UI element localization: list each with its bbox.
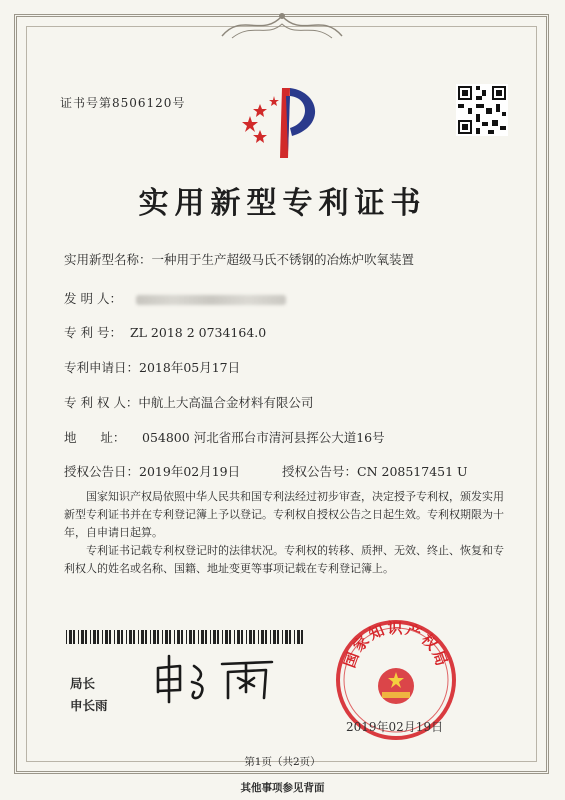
ornament-icon bbox=[212, 8, 352, 42]
grant-date: 2019年02月19日 bbox=[139, 464, 241, 479]
filing-date-row bbox=[64, 358, 240, 376]
certificate-number: 证书号第8506120号 bbox=[60, 96, 186, 110]
inventor-redacted bbox=[136, 295, 286, 305]
filing-date-label: 专利申请日： bbox=[64, 360, 140, 375]
filing-date: 2018年05月17日 bbox=[139, 360, 241, 375]
grant-number: CN 208517451 U bbox=[357, 464, 468, 479]
utility-model-name-row bbox=[64, 250, 414, 268]
signatory-title: 局长 bbox=[70, 676, 96, 691]
cnipa-logo-icon bbox=[240, 82, 328, 160]
barcode-icon bbox=[66, 630, 306, 644]
patentee-label: 专 利 权 人： bbox=[64, 395, 139, 410]
page-info: 第1页（共2页） bbox=[244, 756, 321, 768]
certificate-title: 实用新型专利证书 bbox=[138, 186, 427, 221]
grant-date-row bbox=[64, 462, 240, 480]
seal-text: 国家知识产权局 bbox=[340, 619, 452, 671]
grant-date-label: 授权公告日： bbox=[64, 464, 140, 479]
address: 054800 河北省邢台市清河县挥公大道16号 bbox=[142, 430, 385, 445]
patent-number-label: 专 利 号： bbox=[64, 325, 122, 340]
back-note: 其他事项参见背面 bbox=[240, 782, 325, 794]
legal-status-note: 专利证书记载专利权登记时的法律状况。专利权的转移、质押、无效、终止、恢复和专利权人的姓名或名称、国籍、地址变更等事项记载在专利登记簿上。 bbox=[64, 544, 504, 575]
address-label: 地 址： bbox=[64, 430, 126, 445]
grant-statement: 国家知识产权局依照中华人民共和国专利法经过初步审查，决定授予专利权，颁发实用新型专利证书并在专利登记簿上予以登记。专利权自授权公告之日起生效。专利权期限为十年，自申请日起算。 bbox=[64, 490, 504, 539]
patentee-row bbox=[64, 393, 313, 411]
utility-model-name-label: 实用新型名称： bbox=[64, 252, 152, 267]
qr-code-icon bbox=[456, 84, 508, 136]
signature-icon bbox=[150, 652, 280, 704]
address-row bbox=[64, 428, 385, 446]
svg-text:国家知识产权局 bbox=[341, 619, 452, 670]
inventor-label: 发 明 人： bbox=[64, 291, 122, 306]
grant-number-label: 授权公告号： bbox=[282, 464, 358, 479]
signatory-name: 申长雨 bbox=[70, 698, 108, 713]
inventor-row bbox=[64, 289, 286, 307]
patent-number: ZL 2018 2 0734164.0 bbox=[129, 325, 267, 340]
patentee: 中航上大高温合金材料有限公司 bbox=[138, 395, 314, 410]
seal-date: 2019年02月19日 bbox=[346, 720, 444, 734]
grant-number-row bbox=[282, 462, 468, 480]
utility-model-name: 一种用于生产超级马氏不锈钢的冶炼炉吹氧装置 bbox=[151, 252, 415, 267]
patent-number-row bbox=[64, 323, 266, 341]
